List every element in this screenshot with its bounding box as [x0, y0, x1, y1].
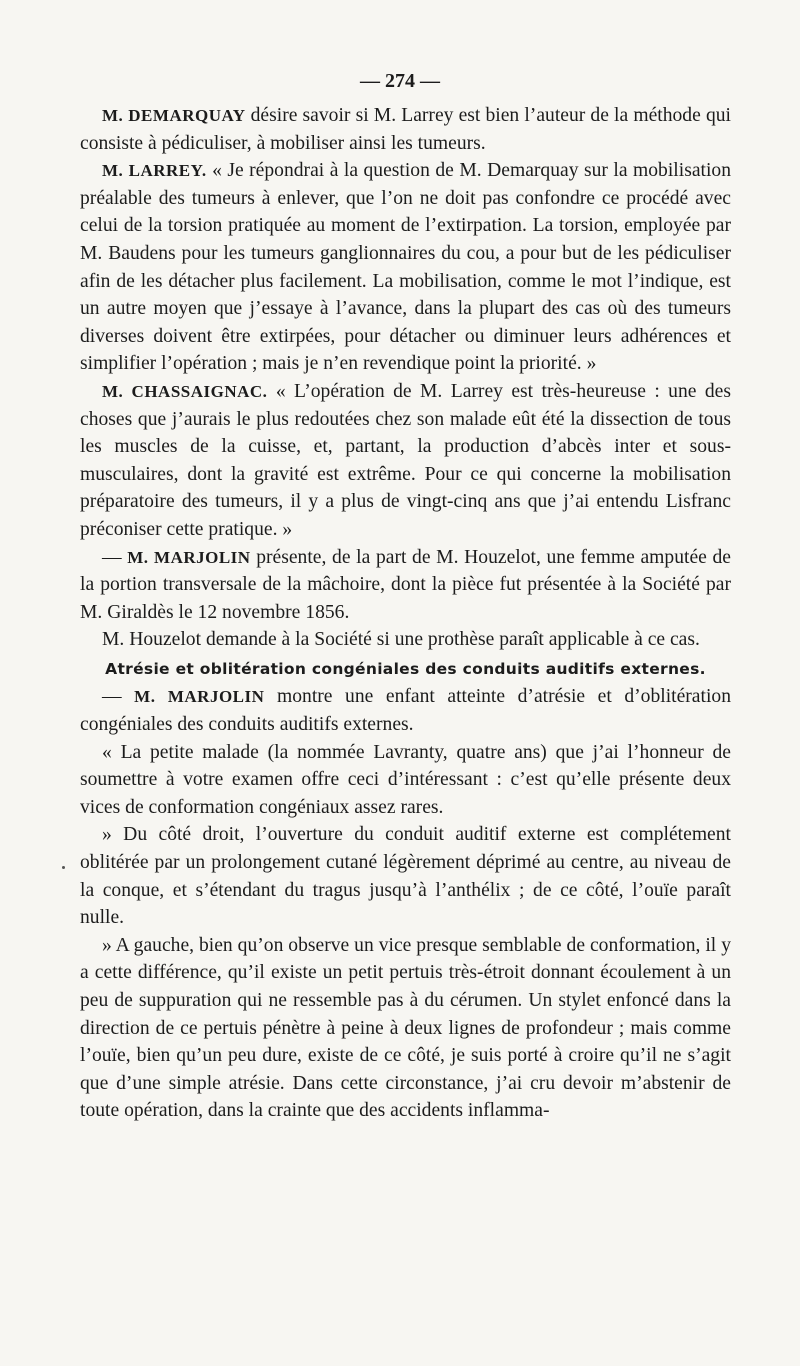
paragraph-text: présente, de la part de M. Houzelot, une femme amputée de la portion transversale de la mâchoire, dont la pièce fut présentée à la Société par M. Giraldès le 12 novembre 1856.: [80, 546, 731, 623]
paragraph-larrey: [80, 157, 731, 378]
paragraph-text: « Je répondrai à la question de M. Demarquay sur la mobilisation préalable des tumeurs à enlever, que l’on ne doit pas confondre ce procédé avec celui de la torsion pratiquée au moment de l’extirpation. La torsion, employée par M. Baudens pour les tumeurs ganglionnaires du cou, a pour but de les pédiculiser afin de les détacher plus facilement. La mobilisation, comme le mot l’indique, est un autre moyen que j’essaye à l’avance, dans la plupart des cas où des tumeurs diverses doivent être extirpées, pour détacher ou diminuer leurs adhérences et simplifier l’opération ; mais je n’en revendique point la priorité. »: [80, 160, 731, 375]
paragraph-text: M. Houzelot demande à la Société si une prothèse paraît applicable à ce cas.: [102, 629, 700, 651]
paragraph-text: « La petite malade (la nommée Lavranty, quatre ans) que j’ai l’honneur de soumettre à votre examen offre ceci d’intéressant : c’est qu’elle présente deux vices de conformation congéniaux assez rares.: [80, 741, 731, 818]
print-speck: [62, 866, 65, 869]
speaker-name: M. DEMARQUAY: [102, 106, 246, 125]
page-number: — 274 —: [360, 70, 440, 92]
paragraph-chassaignac: [80, 378, 731, 544]
paragraph-houzelot: [80, 626, 731, 654]
body-text: [80, 102, 731, 1125]
paragraph-text: montre une enfant atteinte d’atrésie et d’oblitération congéniales des conduits auditifs externes.: [80, 686, 731, 736]
paragraph-case-intro: [80, 739, 731, 822]
paragraph-demarquay: [80, 102, 731, 157]
paragraph-marjolin-presentation: [80, 544, 731, 627]
speaker-name: M. CHASSAIGNAC.: [102, 381, 268, 401]
paragraph-left-side: [80, 932, 731, 1125]
paragraph-text: « L’opération de M. Larrey est très-heureuse : une des choses que j’aurais le plus redoutées chez son malade eût été la dissection de tous les muscles de la cuisse, et, partant, la production d’abcès inter et sous-musculaires, dont la gravité est extrême. Pour ce qui concerne la mobilisation préparatoire des tumeurs, il y a plus de vingt-cinq ans que j’ai entendu Lisfranc préconiser cette pratique. »: [80, 380, 731, 540]
speaker-name: M. MARJOLIN: [127, 547, 251, 567]
paragraph-marjolin-case: [80, 683, 731, 738]
paragraph-right-side: [80, 821, 731, 931]
speaker-name: M. LARREY.: [102, 161, 207, 181]
paragraph-text: » A gauche, bien qu’on observe un vice presque semblable de conformation, il y a cette différence, qu’il existe un petit pertuis très-étroit donnant écoulement à un peu de suppuration qui ne ressemble pas à du cérumen. Un stylet enfoncé dans la direction de ce pertuis pénètre à peine à deux lignes de profondeur ; mais comme l’ouïe, bien qu’un peu dure, existe de ce côté, je suis porté à croire qu’il ne s’agit que d’une simple atrésie. Dans cette circonstance, j’ai cru devoir m’abstenir de toute opération, dans la crainte que des accidents inflamma-: [80, 934, 731, 1122]
paragraph-text: désire savoir si M. Larrey est bien l’auteur de la méthode qui consiste à pédiculiser, à mobiliser ainsi les tumeurs.: [80, 105, 731, 154]
dash-prefix: —: [102, 546, 128, 568]
dash-prefix: —: [102, 686, 135, 708]
speaker-name: M. MARJOLIN: [134, 687, 265, 707]
paragraph-text: » Du côté droit, l’ouverture du conduit auditif externe est complétement oblitérée par un prolongement cutané légèrement déprimé au centre, au niveau de la conque, et s’étendant du tragus jusqu’à l’anthélix ; de ce côté, l’ouïe paraît nulle.: [80, 824, 731, 929]
section-heading: Atrésie et oblitération congéniales des conduits auditifs externes.: [105, 659, 706, 678]
